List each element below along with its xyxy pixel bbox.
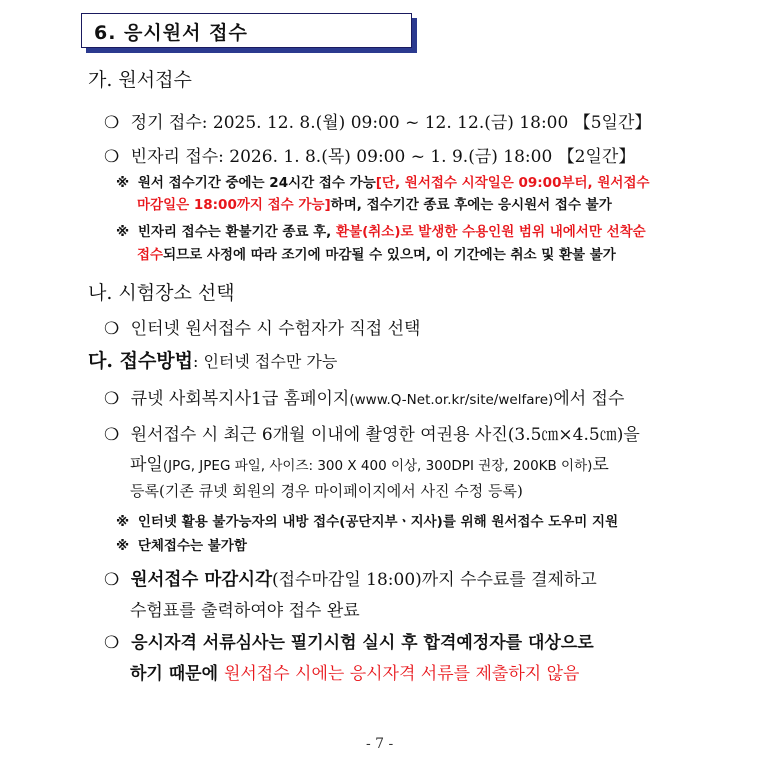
note-2-line2: 접수되므로 사정에 따라 조기에 마감될 수 있으며, 이 기간에는 취소 및 환불 불가 xyxy=(137,247,616,263)
regular-days: 【5일간】 xyxy=(573,113,652,133)
qnet-url: (www.Q-Net.or.kr/site/welfare) xyxy=(349,392,554,408)
list-item-vacancy xyxy=(104,142,635,167)
list-item-qnet: ❍ 큐넷 사회복지사1급 홈페이지(www.Q-Net.or.kr/site/welfare)에서 접수 xyxy=(104,389,625,409)
regular-period: 정기 접수: 2025. 12. 8.(월) 09:00 ~ 12. 12.(금) 18:00 xyxy=(130,113,569,133)
note-mark: ※ xyxy=(116,538,130,554)
bullet-icon: ❍ xyxy=(104,389,120,409)
note-mark: ※ xyxy=(116,175,130,191)
section-title: 6. 응시원서 접수 xyxy=(94,22,248,44)
list-item-regular xyxy=(104,108,651,133)
page-number: - 7 - xyxy=(366,736,394,752)
note-2-line1: ※ 빈자리 접수는 환불기간 종료 후, 환불(취소)로 발생한 수용인원 범위 내에서만 선착순 xyxy=(116,224,646,240)
list-item-photo-line1: ❍ 원서접수 시 최근 6개월 이내에 촬영한 여권용 사진(3.5㎝×4.5㎝)을 xyxy=(104,425,640,445)
note-1-line1: ※ 원서 접수기간 중에는 24시간 접수 가능[단, 원서접수 시작일은 09:00부터, 원서접수 xyxy=(116,175,650,191)
bullet-icon: ❍ xyxy=(104,570,120,590)
heading-da: 다. 접수방법: 인터넷 접수만 가능 xyxy=(88,350,338,372)
note-1-line2: 마감일은 18:00까지 접수 가능]하며, 접수기간 종료 후에는 응시원서 접수 불가 xyxy=(137,197,612,213)
bullet-icon: ❍ xyxy=(104,147,120,167)
vacancy-days: 【2일간】 xyxy=(557,147,636,167)
bullet-icon: ❍ xyxy=(104,113,120,133)
list-item-exam-site: ❍ 인터넷 원서접수 시 수험자가 직접 선택 xyxy=(104,319,421,339)
list-item-deadline-line1: ❍ 원서접수 마감시각(접수마감일 18:00)까지 수수료를 결제하고 xyxy=(104,570,597,590)
heading-na: 나. 시험장소 선택 xyxy=(88,282,235,304)
bullet-icon: ❍ xyxy=(104,425,120,445)
bullet-icon: ❍ xyxy=(104,319,120,339)
bullet-icon: ❍ xyxy=(104,633,120,653)
heading-ga: 가. 원서접수 xyxy=(88,69,192,91)
list-item-docs-line2: 하기 때문에 원서접수 시에는 응시자격 서류를 제출하지 않음 xyxy=(130,664,580,684)
list-item-photo-line3: 등록(기존 큐넷 회원의 경우 마이페이지에서 사진 수정 등록) xyxy=(130,482,523,500)
list-item-docs-line1: ❍ 응시자격 서류심사는 필기시험 실시 후 합격예정자를 대상으로 xyxy=(104,633,594,653)
note-3: ※ 인터넷 활용 불가능자의 내방 접수(공단지부ㆍ지사)를 위해 원서접수 도우미 지원 xyxy=(116,514,619,530)
vacancy-period: 빈자리 접수: 2026. 1. 8.(목) 09:00 ~ 1. 9.(금) 18:00 xyxy=(130,147,553,167)
note-4: ※ 단체접수는 불가함 xyxy=(116,538,247,554)
note-mark: ※ xyxy=(116,514,130,530)
list-item-photo-line2: 파일(JPG, JPEG 파일, 사이즈: 300 X 400 이상, 300DPI 권장, 200KB 이하)로 xyxy=(130,455,609,475)
note-mark: ※ xyxy=(116,224,130,240)
list-item-deadline-line2: 수험표를 출력하여야 접수 완료 xyxy=(130,601,360,621)
